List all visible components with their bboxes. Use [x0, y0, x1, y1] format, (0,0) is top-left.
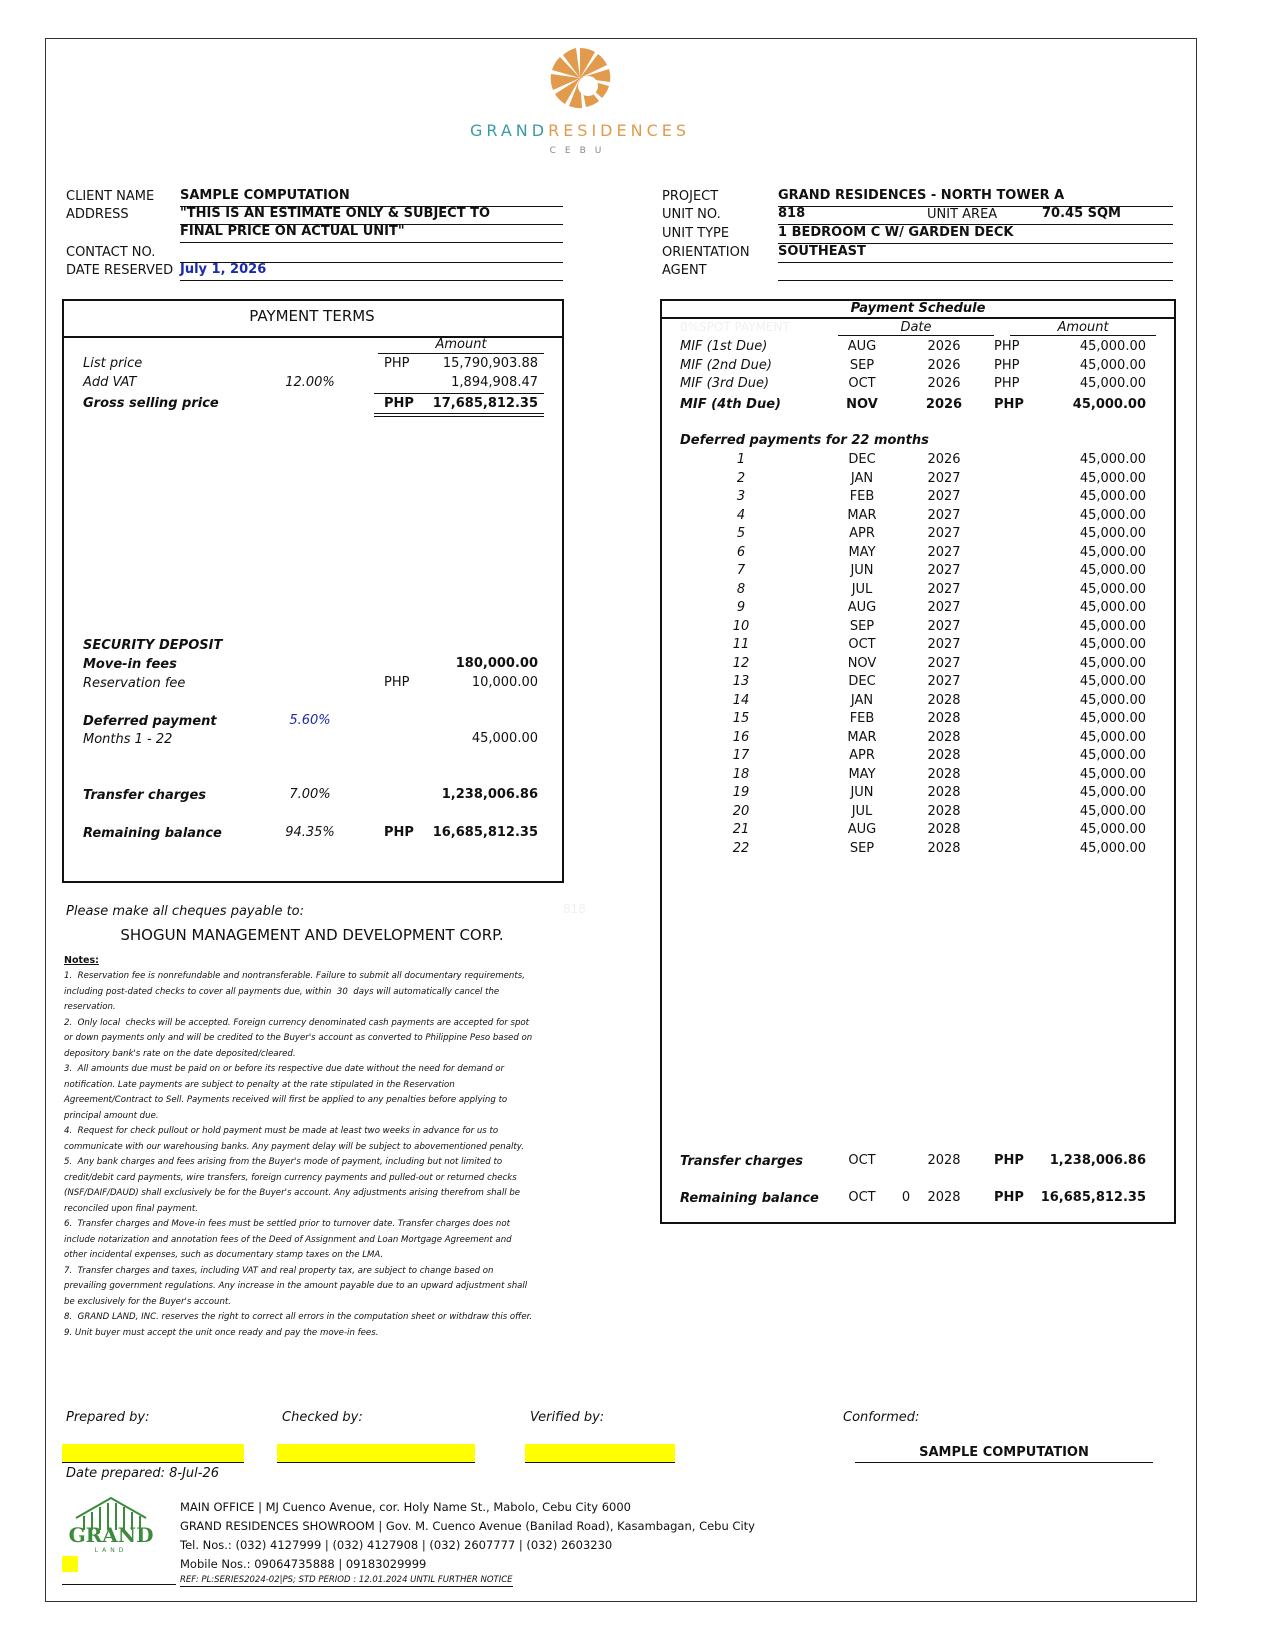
deferred-amount: 45,000.00	[1079, 581, 1146, 597]
deferred-month: DEC	[848, 674, 876, 689]
deferred-month: MAY	[848, 544, 876, 560]
note-line: depository bank's rate on the date deposited/cleared.	[64, 1048, 296, 1059]
unit-no-value: 818	[778, 206, 1173, 225]
note-line: 3. All amounts due must be paid on or before its respective due date without the need for demand or	[64, 1064, 505, 1074]
schedule-title-divider	[660, 317, 1176, 319]
deferred-amount: 45,000.00	[1079, 544, 1146, 560]
transfer-charges-rate: 7.00%	[289, 787, 331, 802]
deferred-month: JUL	[851, 803, 873, 819]
deferred-number: 4	[736, 507, 746, 523]
total-line-2	[374, 416, 544, 417]
note-line: or down payments only and will be credited to the Buyer's account as converted to Philippine Peso based on	[64, 1033, 533, 1043]
unit-area-value: 70.45 SQM	[1042, 206, 1121, 221]
gross-price-currency: PHP	[384, 396, 414, 411]
address-label: ADDRESS	[66, 207, 129, 222]
note-line: prevailing government regulations. Any increase in the amount payable due to an upward adjustment shall	[64, 1281, 528, 1291]
contact-label: CONTACT NO.	[66, 245, 156, 260]
months-value: 45,000.00	[471, 731, 538, 746]
transfer-charges-label: Transfer charges	[83, 788, 207, 803]
deferred-year: 2028	[927, 766, 961, 782]
schedule-amount-header: Amount	[1010, 320, 1156, 336]
faint-unit-number: 818	[563, 902, 586, 916]
project-label: PROJECT	[662, 189, 719, 204]
note-line: 4. Request for check pullout or hold payment must be made at least two weeks in advance for us to	[64, 1126, 499, 1136]
note-line: 6. Transfer charges and Move-in fees must be settled prior to turnover date. Transfer charges does not	[64, 1219, 511, 1229]
date-prepared: Date prepared: 8-Jul-26	[66, 1466, 220, 1481]
deferred-year: 2027	[927, 526, 961, 541]
deferred-month: AUG	[847, 822, 877, 837]
schedule-remaining-currency: PHP	[994, 1190, 1024, 1205]
security-deposit-label: SECURITY DEPOSIT	[83, 638, 223, 653]
deferred-year: 2028	[927, 711, 961, 726]
deferred-year: 2027	[927, 544, 961, 560]
deferred-month: JUN	[850, 563, 874, 578]
deferred-month: FEB	[849, 489, 875, 504]
mif-month: NOV	[846, 396, 878, 412]
list-price-currency: PHP	[384, 356, 410, 371]
verified-by-signature-field[interactable]	[525, 1444, 675, 1463]
footer-reference: REF: PL:SERIES2024-02|PS; STD PERIOD : 12.01.2024 UNTIL FURTHER NOTICE	[180, 1575, 513, 1585]
deferred-number: 2	[736, 470, 746, 486]
deferred-month: JUN	[850, 785, 874, 800]
deferred-month: APR	[849, 748, 875, 763]
note-line: principal amount due.	[64, 1110, 159, 1121]
mif-currency: PHP	[994, 376, 1020, 392]
total-line-1	[374, 413, 544, 414]
mif-currency: PHP	[994, 339, 1020, 354]
mif-year: 2026	[927, 376, 961, 392]
deferred-amount: 45,000.00	[1079, 526, 1146, 541]
agent-label: AGENT	[662, 263, 707, 278]
unit-no-label: UNIT NO.	[662, 207, 721, 222]
deferred-payment-rate: 5.60%	[289, 713, 331, 728]
deferred-number: 18	[732, 766, 750, 782]
unit-area-label: UNIT AREA	[927, 207, 998, 222]
orientation-label: ORIENTATION	[662, 245, 750, 260]
move-in-label: Move-in fees	[83, 657, 177, 672]
brand-city: CEBU	[549, 146, 611, 156]
client-name-label: CLIENT NAME	[66, 189, 155, 204]
deferred-amount: 45,000.00	[1079, 766, 1146, 782]
note-line: include notarization and annotation fees of the Deed of Assignment and Loan Mortgage Agreement and	[64, 1234, 512, 1245]
address-line-2: FINAL PRICE ON ACTUAL UNIT"	[180, 224, 563, 243]
deferred-year: 2028	[927, 785, 961, 800]
deferred-year: 2026	[927, 452, 961, 467]
note-line: other incidental expenses, such as documentary stamp taxes on the LMA.	[64, 1250, 384, 1260]
deferred-amount: 45,000.00	[1079, 692, 1146, 708]
footer-logo-sub: LAND	[94, 1547, 128, 1554]
footer-showroom: GRAND RESIDENCES SHOWROOM | Gov. M. Cuenco Avenue (Banilad Road), Kasambagan, Cebu City	[180, 1519, 755, 1533]
deferred-year: 2027	[927, 674, 961, 689]
remaining-balance-value: 16,685,812.35	[432, 825, 538, 840]
conformed-label: Conformed:	[843, 1410, 920, 1425]
move-in-value: 180,000.00	[455, 656, 538, 671]
deferred-number: 12	[732, 655, 750, 671]
note-line: notification. Late payments are subject to penalty at the rate stipulated in the Reservation	[64, 1079, 455, 1090]
footer-telephone: Tel. Nos.: (032) 4127999 | (032) 4127908 | (032) 2607777 | (032) 2603230	[180, 1538, 613, 1552]
date-reserved-label: DATE RESERVED	[66, 263, 174, 278]
reservation-fee-value: 10,000.00	[471, 675, 538, 690]
highlight-marker	[62, 1556, 78, 1572]
note-line: 2. Only local checks will be accepted. Foreign currency denominated cash payments are accepted for spot	[64, 1017, 530, 1028]
agent-value	[778, 262, 1173, 281]
schedule-date-header: Date	[838, 320, 994, 336]
remaining-balance-currency: PHP	[384, 825, 414, 840]
deferred-amount: 45,000.00	[1079, 840, 1146, 856]
deferred-number: 17	[732, 748, 750, 763]
mif-month: AUG	[847, 339, 877, 354]
deferred-amount: 45,000.00	[1079, 748, 1146, 763]
deferred-month: AUG	[847, 600, 877, 615]
schedule-transfer-currency: PHP	[994, 1153, 1024, 1168]
deferred-payment-label: Deferred payment	[83, 714, 217, 729]
schedule-remaining-month: OCT	[848, 1190, 876, 1205]
note-line: be exclusively for the Buyer's account.	[64, 1296, 232, 1307]
note-line: 8. GRAND LAND, INC. reserves the right to correct all errors in the computation sheet or withdraw this offer.	[64, 1312, 533, 1322]
deferred-amount: 45,000.00	[1079, 711, 1146, 726]
mif-amount: 45,000.00	[1079, 376, 1146, 392]
deferred-year: 2027	[927, 655, 961, 671]
deferred-amount: 45,000.00	[1079, 655, 1146, 671]
note-line: communicate with our warehousing banks. Any payment delay will be subject to abovementioned penalty.	[64, 1141, 524, 1152]
deferred-year: 2027	[927, 489, 961, 504]
deferred-year: 2027	[927, 637, 961, 652]
deferred-year: 2027	[927, 507, 961, 523]
deferred-amount: 45,000.00	[1079, 674, 1146, 689]
deferred-year: 2028	[927, 822, 961, 837]
prepared-by-signature-field[interactable]	[62, 1444, 244, 1463]
unit-type-label: UNIT TYPE	[662, 226, 730, 241]
deferred-number: 10	[732, 618, 750, 634]
subtotal-line	[374, 393, 544, 394]
mif-label: MIF (2nd Due)	[680, 357, 772, 373]
deferred-amount: 45,000.00	[1079, 803, 1146, 819]
deferred-month: MAR	[847, 507, 877, 523]
mif-year: 2026	[925, 396, 963, 412]
deferred-amount: 45,000.00	[1079, 507, 1146, 523]
note-line: (NSF/DAIF/DAUD) shall exclusively be for the Buyer's account. Any adjustments arising therefrom shall be	[64, 1188, 521, 1198]
spot-payment-faint: 0%SPOT PAYMENT	[680, 320, 790, 334]
deferred-year: 2028	[927, 803, 961, 819]
date-reserved-value: July 1, 2026	[180, 262, 563, 281]
deferred-amount: 45,000.00	[1079, 452, 1146, 467]
schedule-remaining-extra: 0	[901, 1190, 911, 1205]
deferred-year: 2028	[927, 692, 961, 708]
deferred-number: 7	[736, 563, 746, 578]
deferred-month: NOV	[847, 655, 877, 671]
note-line: including post-dated checks to cover all payments due, within 30 days will automatically cancel the	[64, 986, 500, 997]
deferred-number: 8	[736, 581, 746, 597]
deferred-amount: 45,000.00	[1079, 489, 1146, 504]
remaining-balance-rate: 94.35%	[285, 825, 335, 840]
mif-label: MIF (4th Due)	[680, 396, 781, 412]
schedule-remaining-amount: 16,685,812.35	[1040, 1190, 1146, 1205]
deferred-amount: 45,000.00	[1079, 637, 1146, 652]
vat-value: 1,894,908.47	[451, 375, 538, 390]
schedule-remaining-year: 2028	[927, 1190, 961, 1205]
unit-type-value: 1 BEDROOM C W/ GARDEN DECK	[778, 225, 1173, 244]
months-label: Months 1 - 22	[83, 732, 173, 747]
deferred-amount: 45,000.00	[1079, 563, 1146, 578]
checked-by-label: Checked by:	[282, 1410, 363, 1425]
deferred-number: 13	[732, 674, 750, 689]
deferred-month: MAR	[847, 729, 877, 745]
conformed-name: SAMPLE COMPUTATION	[855, 1445, 1153, 1463]
client-name-value: SAMPLE COMPUTATION	[180, 188, 563, 207]
deferred-month: JAN	[850, 692, 874, 708]
gross-price-value: 17,685,812.35	[432, 396, 538, 411]
schedule-remaining-label: Remaining balance	[680, 1191, 819, 1206]
note-line: 9. Unit buyer must accept the unit once ready and pay the move-in fees.	[64, 1327, 379, 1338]
deferred-number: 20	[732, 803, 750, 819]
deferred-number: 19	[732, 785, 750, 800]
schedule-transfer-year: 2028	[927, 1153, 961, 1168]
deferred-amount: 45,000.00	[1079, 729, 1146, 745]
payment-terms-title: PAYMENT TERMS	[249, 307, 375, 325]
note-line: 1. Reservation fee is nonrefundable and nontransferable. Failure to submit all documentary requirements,	[64, 971, 525, 981]
mif-year: 2026	[927, 357, 961, 373]
deferred-number: 3	[736, 489, 746, 504]
deferred-number: 6	[736, 544, 746, 560]
deferred-title: Deferred payments for 22 months	[680, 433, 929, 448]
mif-month: OCT	[848, 376, 876, 392]
deferred-month: FEB	[849, 711, 875, 726]
footer-mobile: Mobile Nos.: 09064735888 | 09183029999	[180, 1557, 427, 1571]
note-line: reconciled upon final payment.	[64, 1203, 198, 1214]
mif-month: SEP	[849, 357, 875, 373]
deferred-year: 2028	[927, 748, 961, 763]
list-price-value: 15,790,903.88	[442, 356, 538, 371]
vat-rate: 12.00%	[285, 375, 335, 390]
vat-label: Add VAT	[83, 375, 137, 390]
sunburst-logo-icon	[548, 46, 612, 110]
note-line: 5. Any bank charges and fees arising from the Buyer's mode of payment, including but not limited to	[64, 1157, 503, 1167]
gross-price-label: Gross selling price	[83, 396, 219, 411]
mif-amount: 45,000.00	[1072, 396, 1146, 412]
deferred-month: JAN	[850, 470, 874, 486]
deferred-amount: 45,000.00	[1079, 822, 1146, 837]
remaining-balance-label: Remaining balance	[83, 826, 222, 841]
mif-currency: PHP	[994, 357, 1020, 373]
mif-currency: PHP	[994, 396, 1024, 412]
prepared-by-label: Prepared by:	[66, 1410, 150, 1425]
deferred-number: 9	[736, 600, 746, 615]
deferred-amount: 45,000.00	[1079, 600, 1146, 615]
mif-amount: 45,000.00	[1079, 357, 1146, 373]
note-line: credit/debit card payments, wire transfers, foreign currency payments and pulled-out or returned checks	[64, 1172, 517, 1183]
deferred-year: 2028	[927, 840, 961, 856]
note-line: reservation.	[64, 1002, 116, 1012]
notes-title: Notes:	[64, 955, 99, 966]
checked-by-signature-field[interactable]	[277, 1444, 475, 1463]
note-line: Agreement/Contract to Sell. Payments received will first be applied to any penalties before applying to	[64, 1095, 508, 1105]
note-line: 7. Transfer charges and taxes, including VAT and real property tax, are subject to change based on	[64, 1265, 494, 1276]
deferred-number: 14	[732, 692, 750, 708]
footer-main-office: MAIN OFFICE | MJ Cuenco Avenue, cor. Holy Name St., Mabolo, Cebu City 6000	[180, 1500, 631, 1514]
address-line-1: "THIS IS AN ESTIMATE ONLY & SUBJECT TO	[180, 206, 563, 225]
deferred-amount: 45,000.00	[1079, 618, 1146, 634]
orientation-value: SOUTHEAST	[778, 244, 1173, 263]
payable-label: Please make all cheques payable to:	[66, 904, 305, 919]
deferred-amount: 45,000.00	[1079, 470, 1146, 486]
deferred-month: JUL	[851, 581, 873, 597]
deferred-number: 21	[732, 822, 750, 837]
list-price-label: List price	[83, 356, 143, 371]
footer-logo-text: GRAND	[68, 1523, 154, 1547]
mif-year: 2026	[927, 339, 961, 354]
deferred-year: 2027	[927, 600, 961, 615]
deferred-number: 15	[732, 711, 750, 726]
deferred-year: 2027	[927, 581, 961, 597]
terms-amount-header: Amount	[378, 337, 544, 354]
deferred-amount: 45,000.00	[1079, 785, 1146, 800]
notes-list	[64, 969, 584, 1341]
deferred-number: 22	[732, 840, 750, 856]
deferred-number: 1	[736, 452, 746, 467]
project-value: GRAND RESIDENCES - NORTH TOWER A	[778, 188, 1173, 207]
schedule-transfer-amount: 1,238,006.86	[1049, 1153, 1146, 1168]
schedule-title: Payment Schedule	[850, 301, 986, 316]
brand-wordmark	[440, 121, 720, 140]
deferred-year: 2027	[927, 563, 961, 578]
deferred-number: 11	[732, 637, 750, 652]
mif-label: MIF (3rd Due)	[680, 376, 770, 392]
payee-company: SHOGUN MANAGEMENT AND DEVELOPMENT CORP.	[120, 926, 504, 944]
deferred-year: 2027	[927, 470, 961, 486]
schedule-transfer-month: OCT	[848, 1153, 876, 1168]
deferred-number: 16	[732, 729, 750, 745]
brand-left: GRAND	[469, 121, 549, 140]
reservation-fee-label: Reservation fee	[83, 676, 186, 691]
deferred-month: MAY	[848, 766, 876, 782]
schedule-transfer-label: Transfer charges	[680, 1154, 804, 1169]
deferred-month: SEP	[849, 840, 875, 856]
mif-amount: 45,000.00	[1079, 339, 1146, 354]
reservation-fee-currency: PHP	[384, 675, 410, 690]
deferred-month: SEP	[849, 618, 875, 634]
deferred-year: 2028	[927, 729, 961, 745]
brand-right: RESIDENCES	[548, 121, 691, 140]
deferred-year: 2027	[927, 618, 961, 634]
deferred-month: APR	[849, 526, 875, 541]
verified-by-label: Verified by:	[530, 1410, 605, 1425]
contact-value	[180, 244, 563, 263]
footer-logo-underline	[62, 1584, 176, 1585]
mif-label: MIF (1st Due)	[680, 339, 768, 354]
deferred-number: 5	[736, 526, 746, 541]
transfer-charges-value: 1,238,006.86	[441, 787, 538, 802]
deferred-month: OCT	[848, 637, 876, 652]
deferred-month: DEC	[848, 452, 876, 467]
